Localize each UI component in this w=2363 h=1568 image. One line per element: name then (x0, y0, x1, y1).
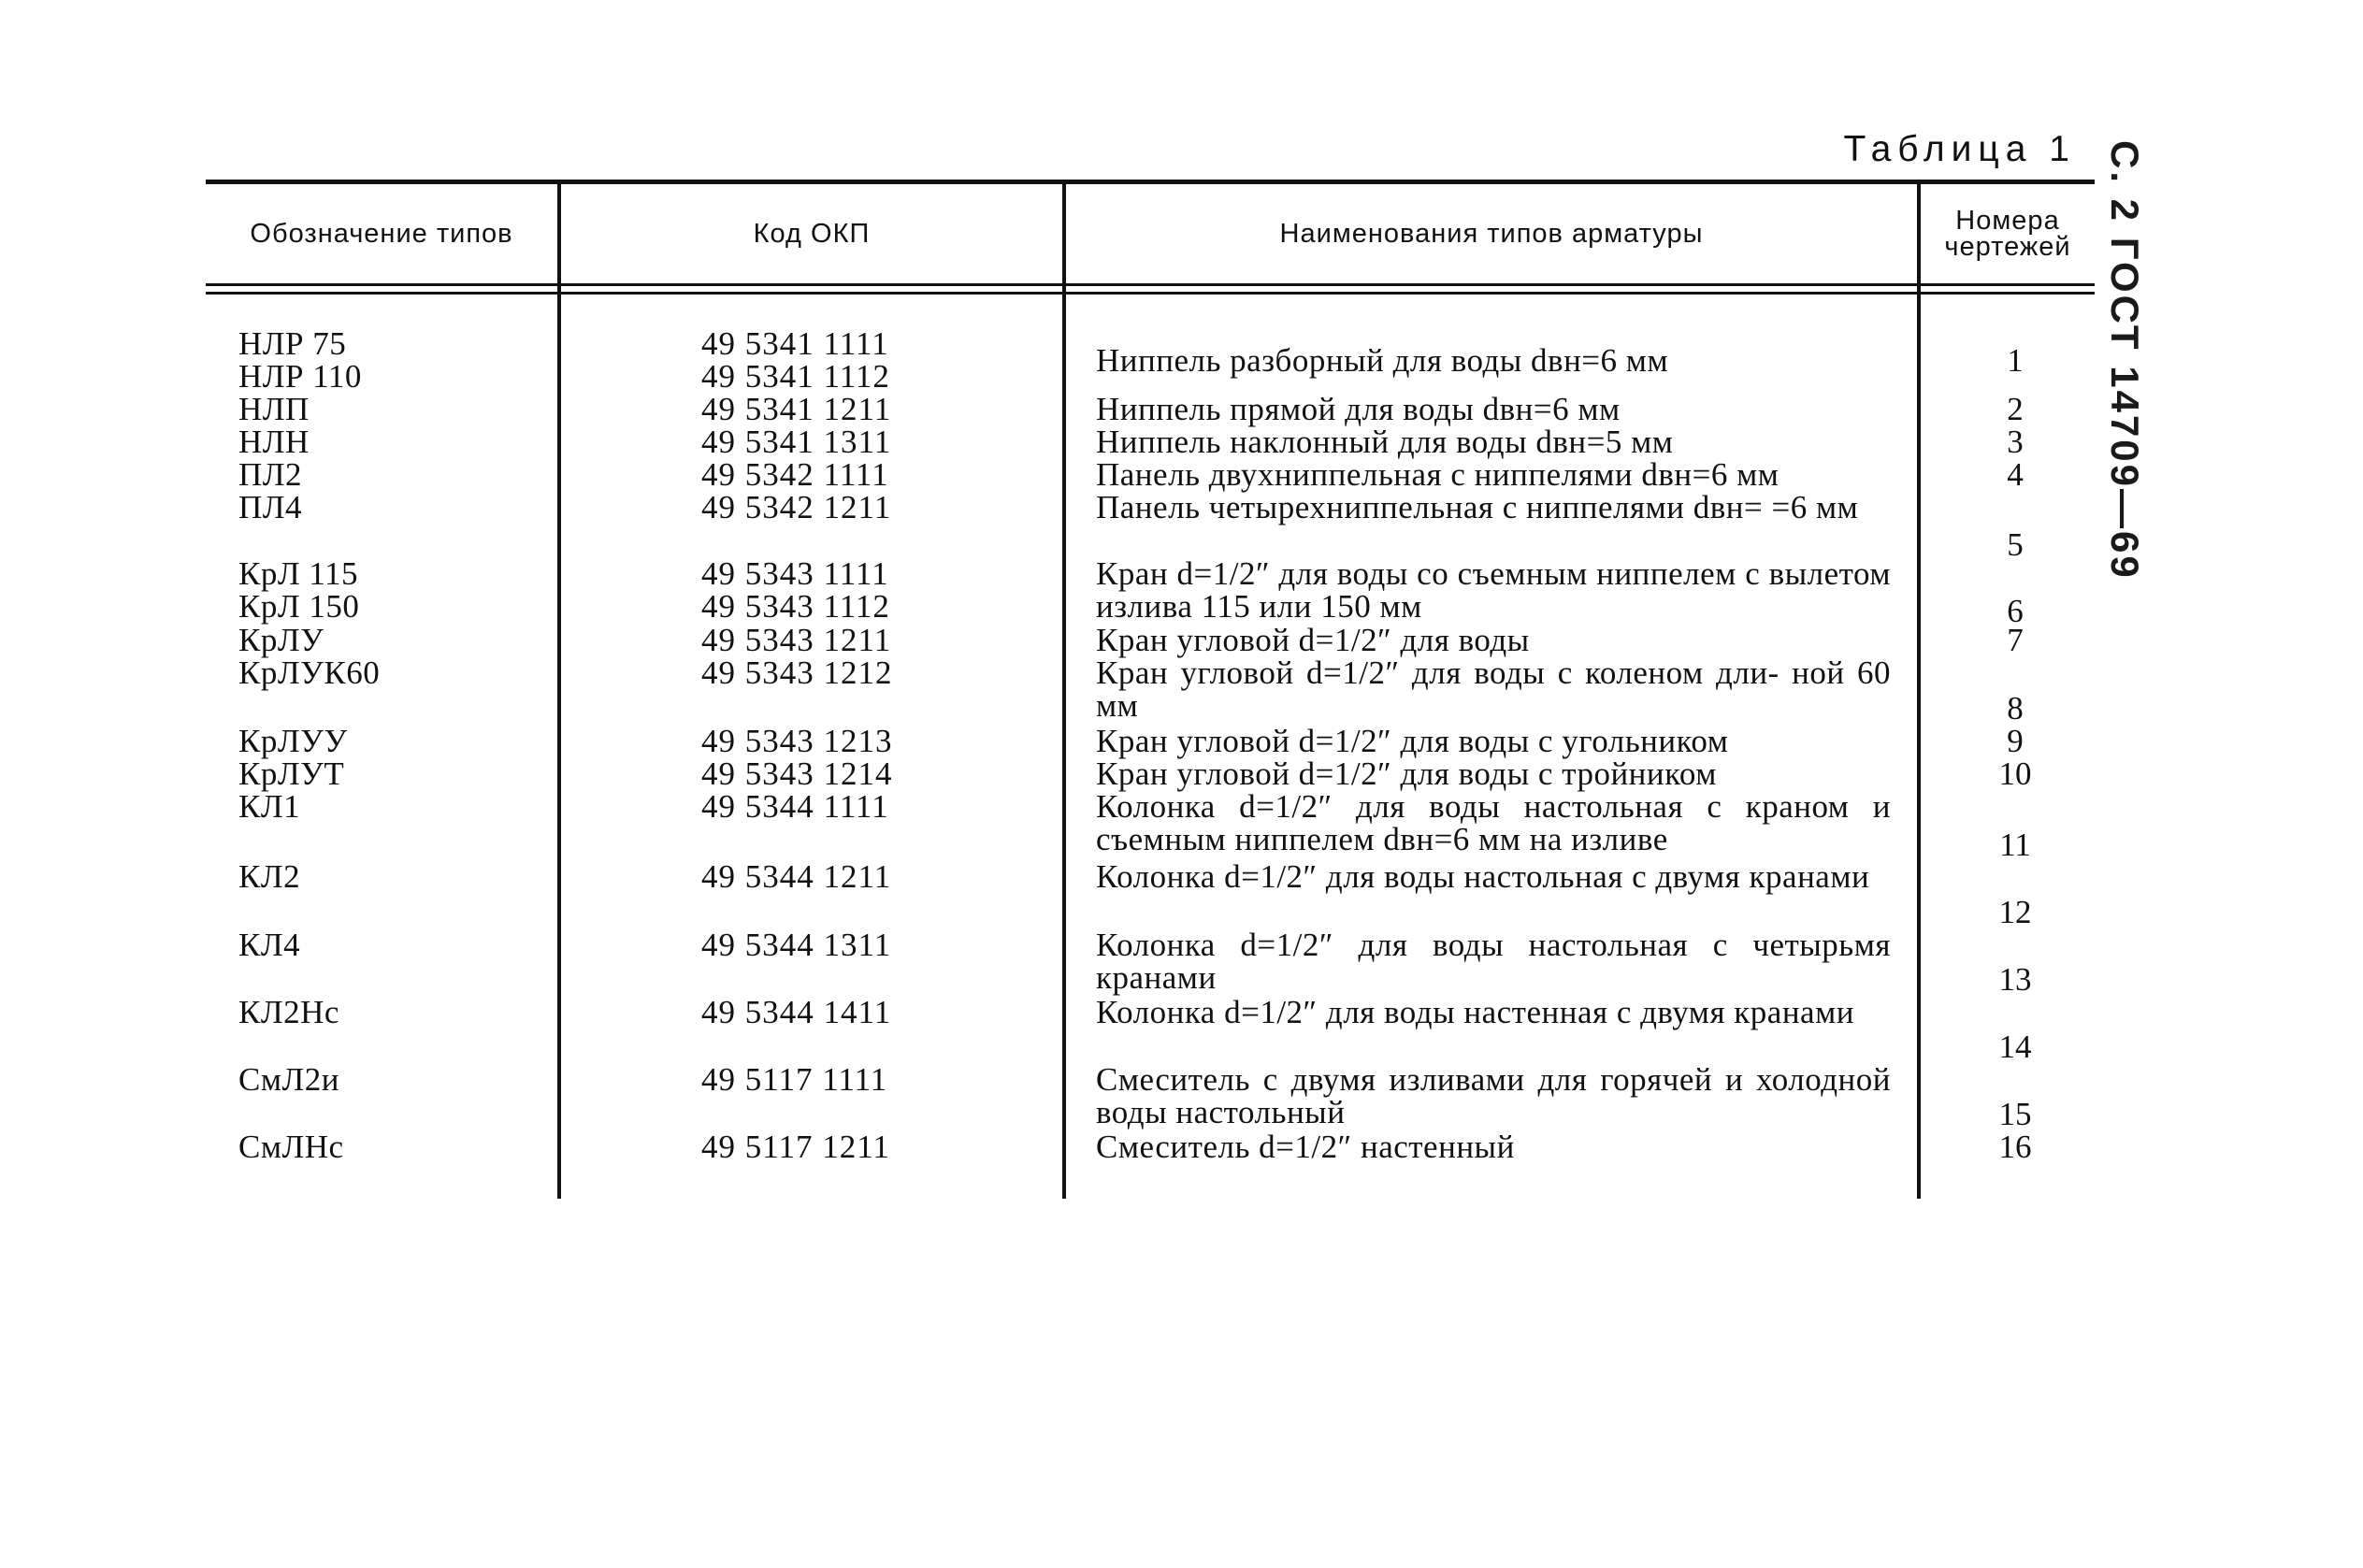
name-cell: Смеситель d=1/2″ настенный (1096, 1129, 1515, 1165)
code-cell: 49 5344 1411 (701, 994, 892, 1030)
name-cell: Колонка d=1/2″ для воды настольная с четырьмя кранами (1096, 927, 1891, 996)
type-cell: НЛР 110 (238, 358, 362, 395)
code-cell: 49 5344 1311 (701, 927, 892, 963)
name-cell: Кран угловой d=1/2″ для воды с коленом дли- ной 60 мм (1096, 655, 1891, 724)
header-bottom-rule-2 (206, 292, 2095, 295)
drawing-cell: 13 (1998, 961, 2032, 998)
name-cell: Ниппель наклонный для воды dвн=5 мм (1096, 424, 1674, 460)
type-cell: СмЛ2и (238, 1061, 339, 1098)
type-cell: КЛ4 (238, 927, 301, 963)
name-cell: Колонка d=1/2″ для воды настенная с двумя кранами (1096, 994, 1854, 1030)
code-cell: 49 5343 1211 (701, 622, 892, 658)
name-cell: Кран угловой d=1/2″ для воды (1096, 622, 1530, 658)
type-cell: ПЛ2 (238, 456, 303, 493)
column-header-name: Наименования типов арматуры (1279, 219, 1704, 249)
page-header: С. 2 ГОСТ 14709—69 (2103, 140, 2147, 581)
name-cell: Панель четырехниппельная с ниппелями dвн= =6 мм (1096, 489, 1859, 525)
column-header-type: Обозначение типов (250, 219, 513, 249)
type-cell: КЛ2 (238, 858, 301, 895)
name-cell: Панель двухниппельная с ниппелями dвн=6 мм (1096, 456, 1779, 493)
drawing-cell: 1 (2007, 342, 2024, 379)
drawing-cell: 2 (2007, 391, 2024, 427)
code-cell: 49 5343 1213 (701, 723, 893, 759)
column-header-drawing: Номера чертежей (1944, 206, 2071, 262)
name-cell: Ниппель разборный для воды dвн=6 мм (1096, 342, 1669, 379)
drawing-cell: 12 (1998, 894, 2032, 930)
type-cell: КрЛУТ (238, 755, 345, 792)
type-cell: КрЛУУ (238, 723, 348, 759)
drawing-cell: 14 (1998, 1029, 2032, 1065)
type-cell: КрЛ 115 (238, 555, 359, 592)
drawing-cell: 10 (1998, 755, 2032, 792)
column-divider-2 (1062, 184, 1066, 1199)
code-cell: 49 5343 1212 (701, 655, 893, 691)
type-cell: НЛП (238, 391, 310, 427)
code-cell: 49 5344 1111 (701, 788, 889, 825)
drawing-cell: 16 (1998, 1129, 2032, 1165)
code-cell: 49 5343 1214 (701, 755, 893, 792)
drawing-cell: 4 (2007, 456, 2024, 493)
column-divider-1 (557, 184, 561, 1199)
header-bottom-rule (206, 283, 2095, 286)
drawing-cell: 11 (1999, 827, 2031, 863)
type-cell: КЛ1 (238, 788, 301, 825)
code-cell: 49 5341 1211 (701, 391, 892, 427)
code-cell: 49 5342 1211 (701, 489, 892, 525)
code-cell: 49 5341 1112 (701, 358, 890, 395)
name-cell: Смеситель с двумя изливами для горячей и холодной воды настольный (1096, 1061, 1891, 1130)
type-cell: КрЛ 150 (238, 588, 360, 625)
type-cell: ПЛ4 (238, 489, 303, 525)
name-cell: Кран d=1/2″ для воды со съемным ниппелем с вылетом излива 115 или 150 мм (1096, 555, 1891, 625)
name-cell: Кран угловой d=1/2″ для воды с тройником (1096, 755, 1717, 792)
name-cell: Ниппель прямой для воды dвн=6 мм (1096, 391, 1621, 427)
code-cell: 49 5117 1111 (701, 1061, 888, 1098)
drawing-cell: 3 (2007, 424, 2024, 460)
name-cell: Колонка d=1/2″ для воды настольная с краном и съемным ниппелем dвн=6 мм на изливе (1096, 788, 1891, 857)
drawing-cell: 15 (1998, 1096, 2032, 1132)
drawing-cell: 7 (2007, 622, 2024, 658)
table-title: Таблица 1 (1843, 129, 2076, 169)
drawing-cell: 9 (2007, 723, 2024, 759)
code-cell: 49 5343 1112 (701, 588, 890, 625)
code-cell: 49 5117 1211 (701, 1129, 890, 1165)
code-cell: 49 5341 1111 (701, 325, 889, 362)
type-cell: НЛР 75 (238, 325, 347, 362)
code-cell: 49 5343 1111 (701, 555, 889, 592)
code-cell: 49 5342 1111 (701, 456, 889, 493)
column-header-code: Код ОКП (753, 219, 871, 249)
code-cell: 49 5341 1311 (701, 424, 892, 460)
drawing-cell: 5 (2007, 526, 2024, 563)
drawing-cell: 8 (2007, 690, 2024, 726)
drawing-cell: 6 (2007, 593, 2024, 629)
name-cell: Колонка d=1/2″ для воды настольная с двумя кранами (1096, 858, 1870, 895)
type-cell: СмЛНс (238, 1129, 344, 1165)
type-cell: КрЛУК60 (238, 655, 381, 691)
type-cell: КрЛУ (238, 622, 324, 658)
type-cell: КЛ2Нс (238, 994, 339, 1030)
code-cell: 49 5344 1211 (701, 858, 892, 895)
type-cell: НЛН (238, 424, 310, 460)
name-cell: Кран угловой d=1/2″ для воды с угольником (1096, 723, 1729, 759)
